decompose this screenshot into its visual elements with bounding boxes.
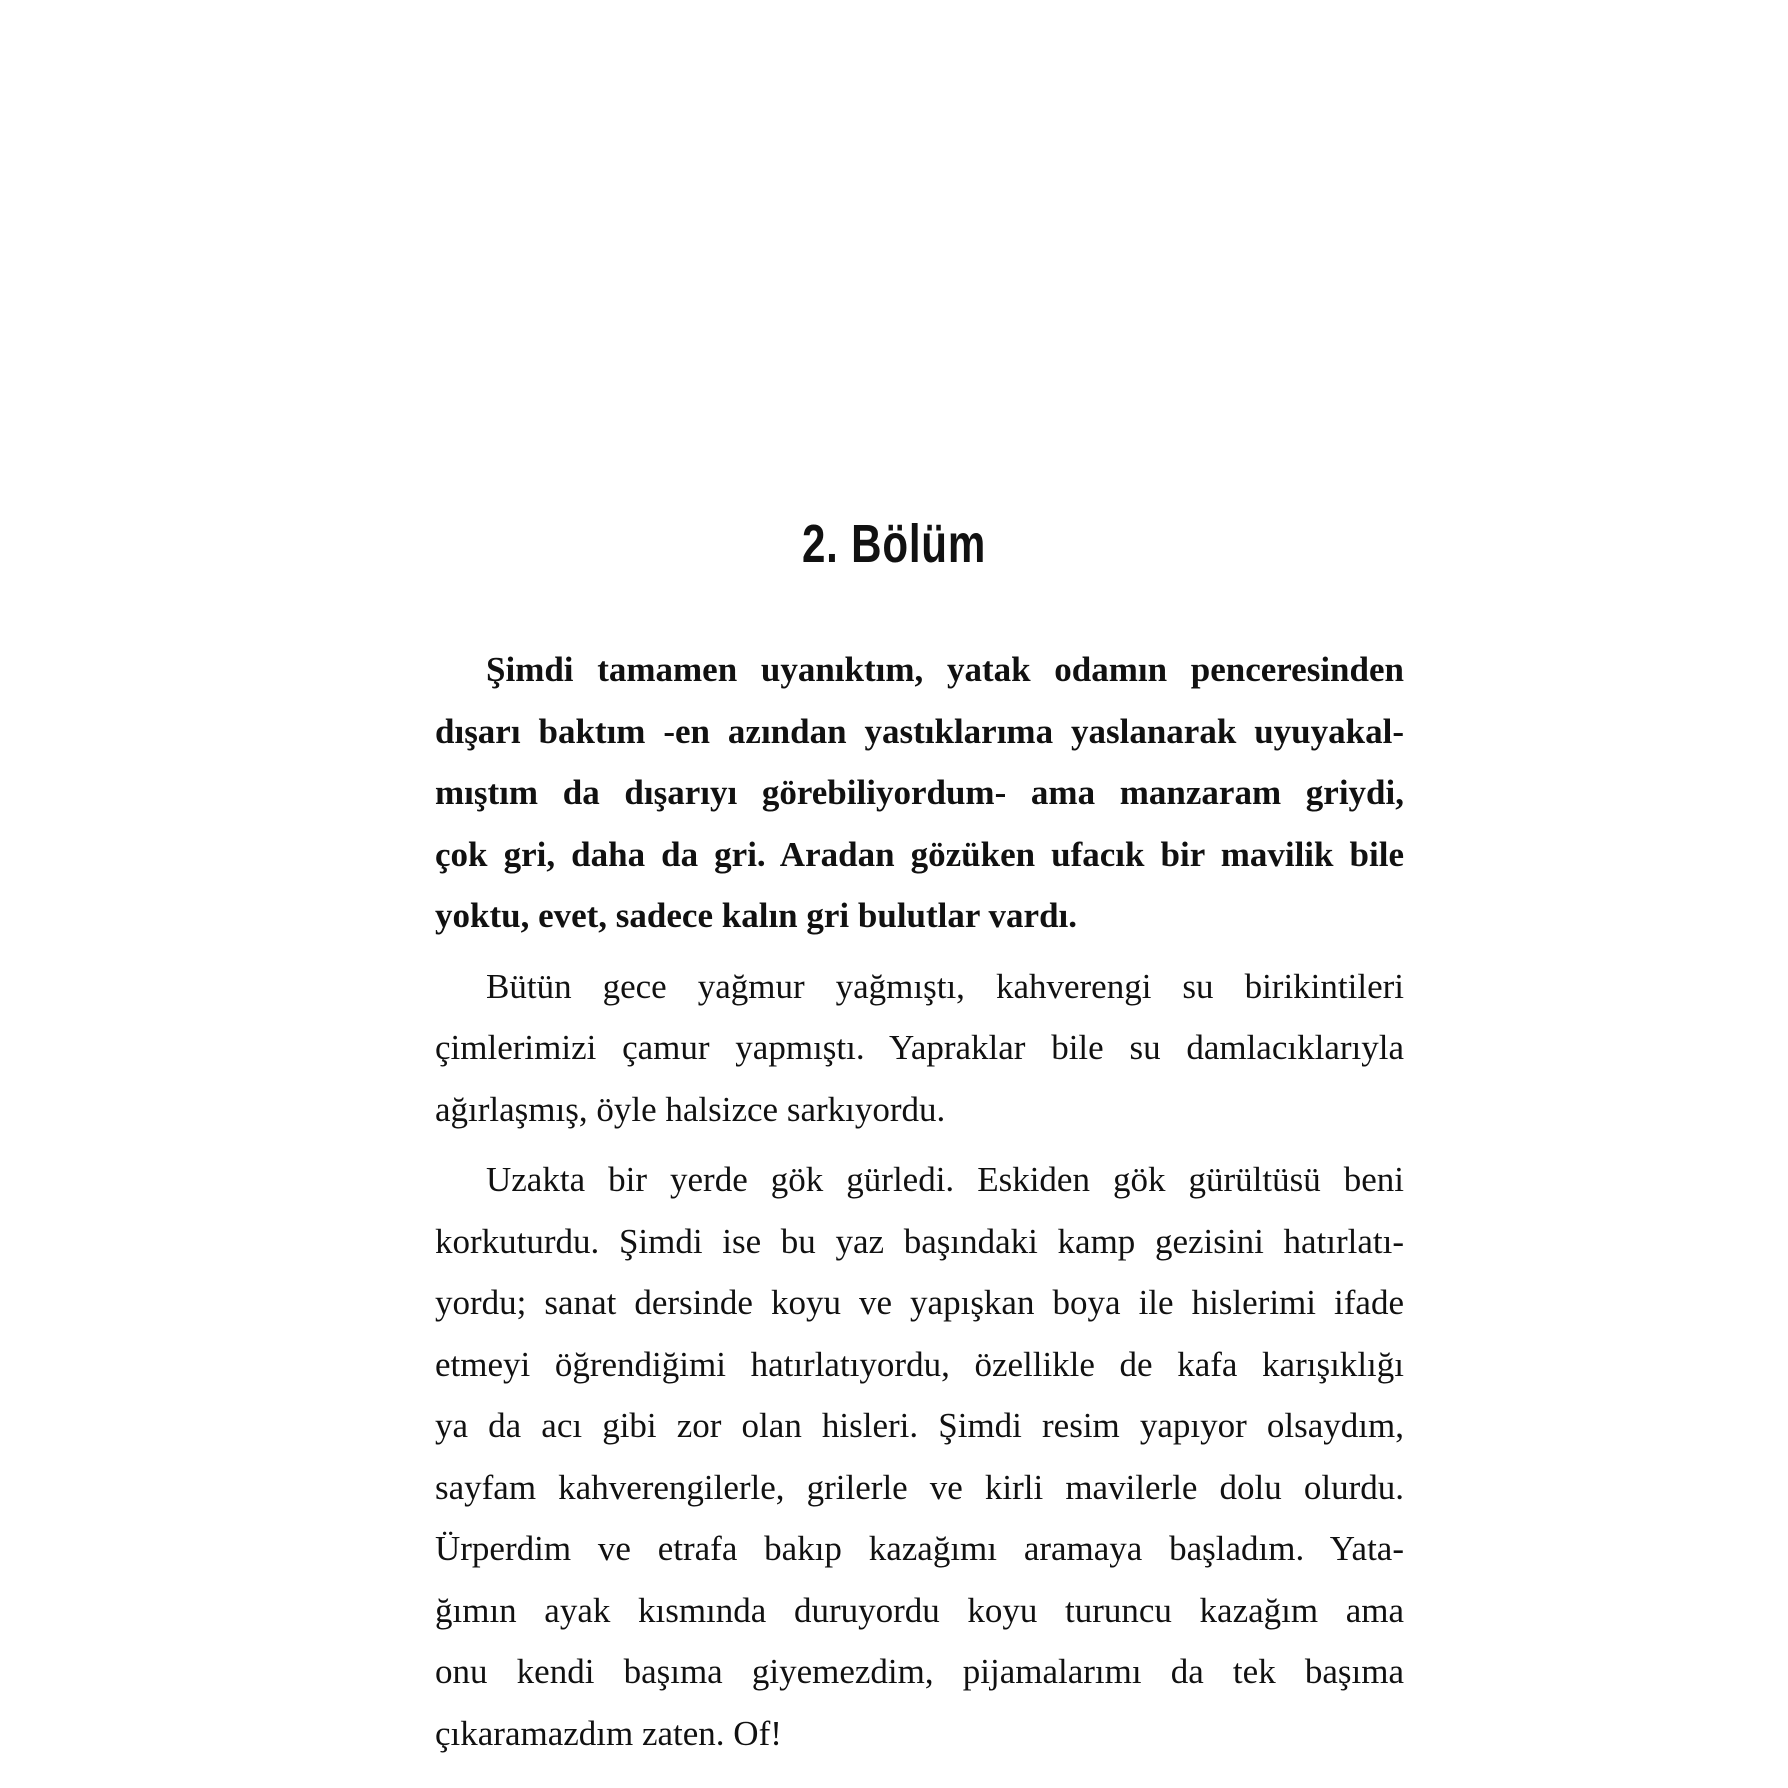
text-line: yoktu, evet, sadece kalın gri bulutlar vardı. — [435, 896, 1078, 935]
text-line: mıştım da dışarıyı görebiliyordum- ama manzaram griydi, — [435, 773, 1404, 812]
body-text — [435, 639, 1404, 1773]
text-line: ağırlaşmış, öyle halsizce sarkıyordu. — [435, 1089, 946, 1129]
paragraph-1 — [435, 639, 1404, 947]
text-line: onu kendi başıma giyemezdim, pijamalarımı da tek başıma — [435, 1652, 1404, 1691]
text-line: dışarı baktım -en azından yastıklarıma yaslanarak uyuyakal- — [435, 711, 1404, 751]
text-line: çok gri, daha da gri. Aradan gözüken ufacık bir mavilik bile — [435, 834, 1404, 874]
text-line: çimlerimizi çamur yapmıştı. Yapraklar bile su damlacıklarıyla — [435, 1028, 1404, 1067]
text-line: Uzakta bir yerde gök gürledi. Eskiden gök gürültüsü beni — [486, 1160, 1404, 1199]
chapter-title: 2. Bölüm — [801, 514, 987, 574]
text-line: ğımın ayak kısmında duruyordu koyu turuncu kazağım ama — [435, 1590, 1404, 1630]
text-line: yordu; sanat dersinde koyu ve yapışkan boya ile hislerimi ifade — [435, 1283, 1404, 1322]
text-line: Ürperdim ve etrafa bakıp kazağımı aramaya başladım. Yata- — [435, 1529, 1404, 1568]
paragraph-2 — [435, 956, 1404, 1141]
text-line: çıkaramazdım zaten. Of! — [435, 1713, 782, 1753]
paragraph-3 — [435, 1149, 1404, 1764]
text-line: korkuturdu. Şimdi ise bu yaz başındaki kamp gezisini hatırlatı- — [435, 1221, 1404, 1261]
text-line: sayfam kahverengilerle, grilerle ve kirli mavilerle dolu olurdu. — [435, 1467, 1404, 1507]
text-line: etmeyi öğrendiğimi hatırlatıyordu, özellikle de kafa karışıklığı — [435, 1344, 1404, 1384]
text-line: Bütün gece yağmur yağmıştı, kahverengi su birikintileri — [486, 966, 1404, 1006]
text-line: ya da acı gibi zor olan hisleri. Şimdi resim yapıyor olsaydım, — [435, 1406, 1404, 1445]
text-line: Şimdi tamamen uyanıktım, yatak odamın penceresinden — [486, 650, 1404, 689]
